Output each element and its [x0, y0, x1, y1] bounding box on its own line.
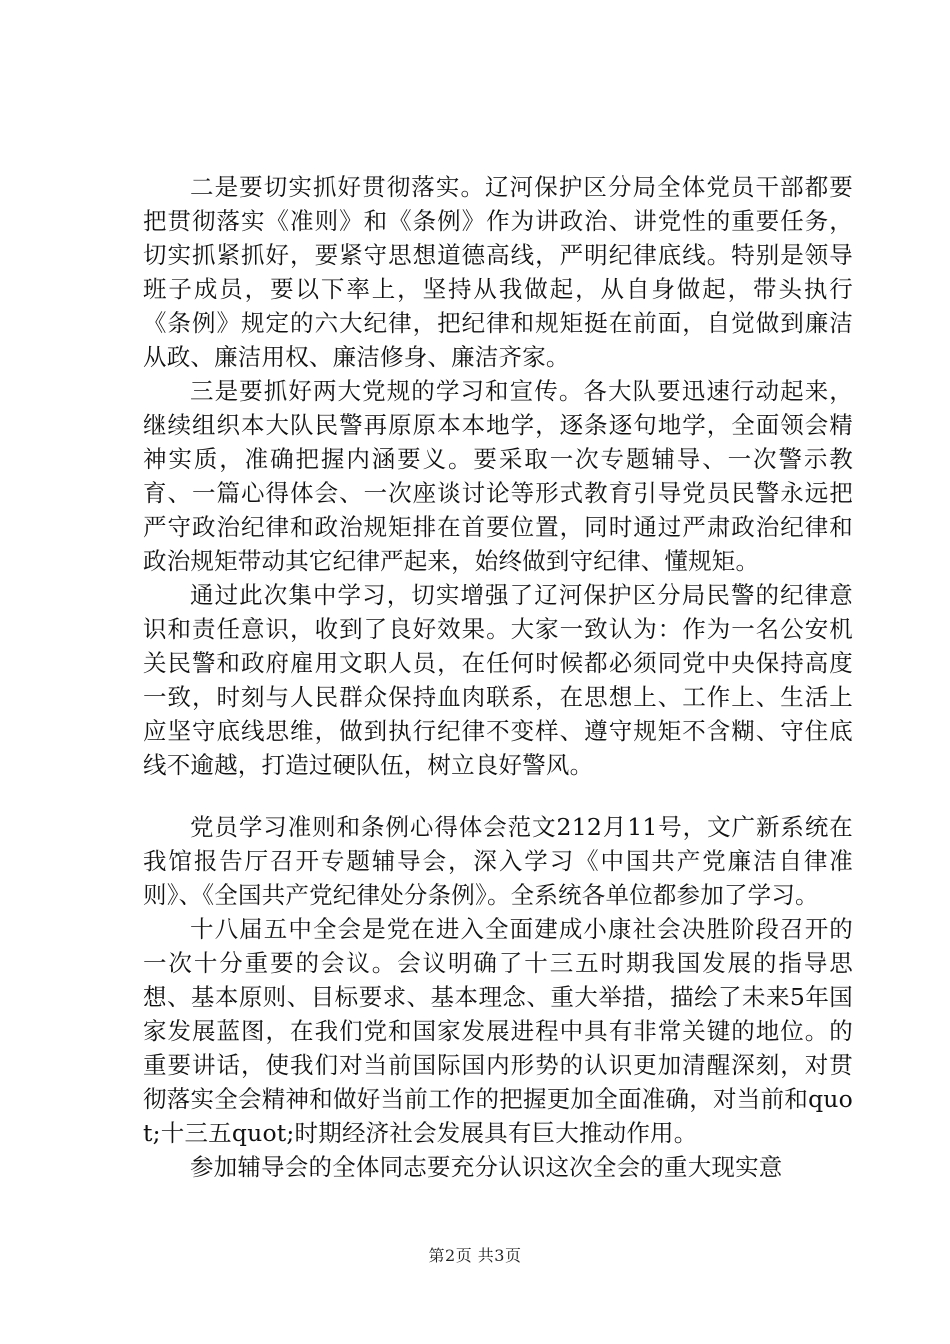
- document-body: [143, 170, 853, 1184]
- paragraph-study-promotion: 三是要抓好两大党规的学习和宣传。各大队要迅速行动起来，继续组织本大队民警再原原本本地学，逐条逐句地学，全面领会精神实质，准确把握内涵要义。要采取一次专题辅导、一次警示教育、一篇心得体会、一次座谈讨论等形式教育引导党员民警永远把严守政治纪律和政治规矩排在首要位置，同时通过严肃政治纪律和政治规矩带动其它纪律严起来，始终做到守纪律、懂规矩。: [143, 377, 853, 575]
- page-number-footer: 第2页 共3页: [428, 1246, 522, 1265]
- paragraph-seminar-intro: 党员学习准则和条例心得体会范文212月11号，文广新系统在我馆报告厅召开专题辅导会，深入学习《中国共产党廉洁自律准则》、《全国共产党纪律处分条例》。全系统各单位都参加了学习。: [143, 813, 853, 909]
- paragraph-fifth-plenum: 十八届五中全会是党在进入全面建成小康社会决胜阶段召开的一次十分重要的会议。会议明确了十三五时期我国发展的指导思想、基本原则、目标要求、基本理念、重大举措，描绘了未来5年国家发展蓝图，在我们党和国家发展进程中具有非常关键的地位。的重要讲话，使我们对当前国际国内形势的认识更加清醒深刻，对贯彻落实全会精神和做好当前工作的把握更加全面准确，对当前和quot;十三五quot;时期经济社会发展具有巨大推动作用。: [143, 915, 853, 1147]
- paragraph-seminar-participants: 参加辅导会的全体同志要充分认识这次全会的重大现实意: [190, 1153, 783, 1181]
- section-gap: [143, 782, 853, 810]
- paragraph-implementation: 二是要切实抓好贯彻落实。辽河保护区分局全体党员干部都要把贯彻落实《准则》和《条例》作为讲政治、讲党性的重要任务，切实抓紧抓好，要紧守思想道德高线，严明纪律底线。特别是领导班子成员，要以下率上，坚持从我做起，从自身做起，带头执行《条例》规定的六大纪律，把纪律和规矩挺在前面，自觉做到廉洁从政、廉洁用权、廉洁修身、廉洁齐家。: [143, 173, 853, 371]
- paragraph-study-results: 通过此次集中学习，切实增强了辽河保护区分局民警的纪律意识和责任意识，收到了良好效果。大家一致认为：作为一名公安机关民警和政府雇用文职人员，在任何时候都必须同党中央保持高度一致，时刻与人民群众保持血肉联系，在思想上、工作上、生活上应坚守底线思维，做到执行纪律不变样、遵守规矩不含糊、守住底线不逾越，打造过硬队伍，树立良好警风。: [143, 581, 853, 779]
